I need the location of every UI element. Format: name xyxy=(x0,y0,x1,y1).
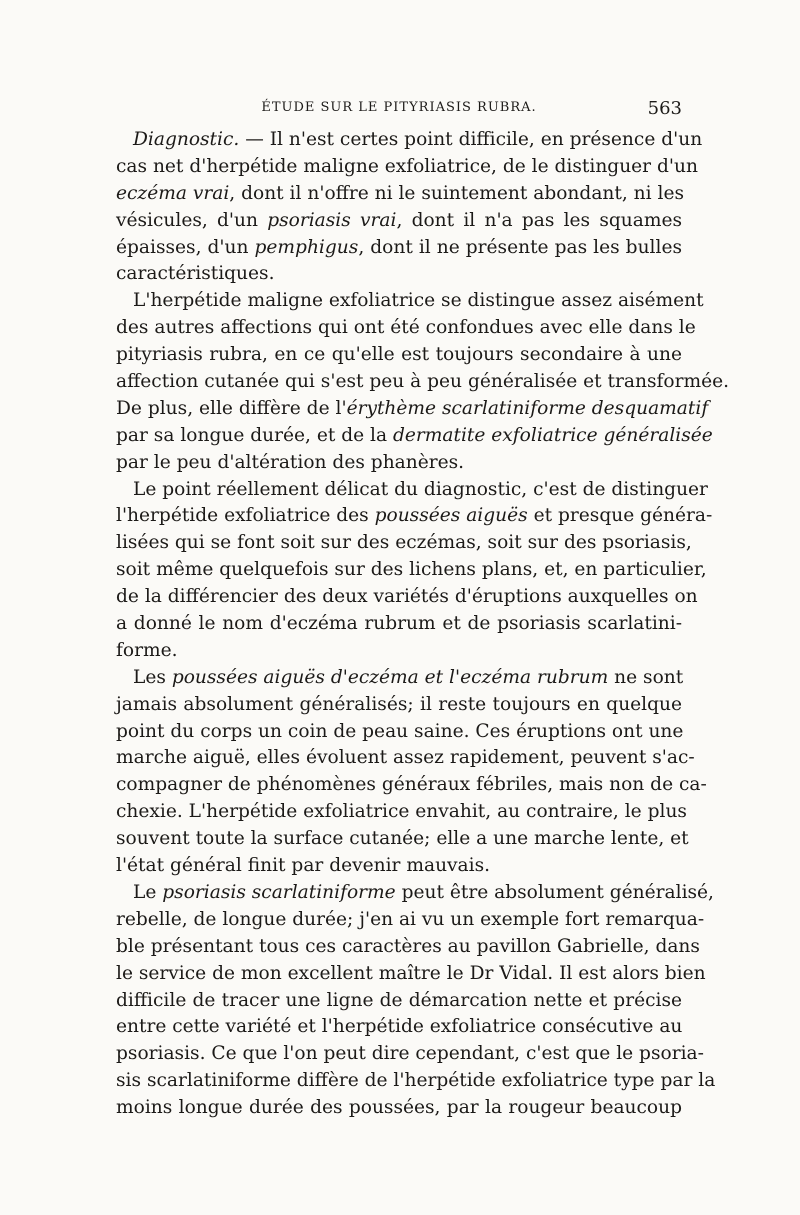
text-line: De plus, elle diffère de l'érythème scarlatiniforme desquamatif xyxy=(116,397,709,419)
text-line: a donné le nom d'eczéma rubrum et de psoriasis scarlatini- xyxy=(116,613,682,635)
text-line: forme. xyxy=(116,639,178,661)
text-line: l'état général finit par devenir mauvais. xyxy=(116,855,491,877)
text-line: sis scarlatiniforme diffère de l'herpétide exfoliatrice type par la xyxy=(116,1070,716,1092)
text-line: ble présentant tous ces caractères au pavillon Gabrielle, dans xyxy=(116,935,700,957)
text-line: rebelle, de longue durée; j'en ai vu un exemple fort remarqua- xyxy=(116,908,705,930)
text-line: le service de mon excellent maître le Dr Vidal. Il est alors bien xyxy=(116,962,706,984)
page-header xyxy=(116,98,682,122)
text-line: jamais absolument généralisés; il reste toujours en quelque xyxy=(116,693,682,715)
italic-term: poussées aiguës xyxy=(171,666,325,688)
text-line: par le peu d'altération des phanères. xyxy=(116,451,465,473)
text-line: point du corps un coin de peau saine. Ces éruptions ont une xyxy=(116,720,684,742)
italic-term: érythème scarlatiniforme desquamatif xyxy=(346,397,709,419)
text-line: vésicules, d'un psoriasis vrai, dont il n'a pas les squames xyxy=(116,209,683,231)
text-line: moins longue durée des poussées, par la rougeur beaucoup xyxy=(116,1097,682,1119)
italic-term: Diagnostic. xyxy=(133,129,240,150)
italic-term: d'eczéma et l'eczéma rubrum xyxy=(330,666,609,688)
body-text xyxy=(116,127,730,1122)
text-line: chexie. L'herpétide exfoliatrice envahit, au contraire, le plus xyxy=(116,801,687,823)
text-line: pityriasis rubra, en ce qu'elle est toujours secondaire à une xyxy=(116,344,682,366)
text-line: soit même quelquefois sur des lichens plans, et, en particulier, xyxy=(116,559,707,581)
text-line: caractéristiques. xyxy=(116,263,275,285)
text-line: cas net d'herpétide maligne exfoliatrice, de le distinguer d'un xyxy=(116,155,698,177)
italic-term: poussées aiguës xyxy=(374,505,528,527)
italic-term: eczéma vrai xyxy=(116,182,230,204)
text-line: eczéma vrai, dont il n'offre ni le suintement abondant, ni les xyxy=(116,182,684,204)
italic-term: psoriasis scarlatiniforme xyxy=(162,881,396,903)
text-line: compagner de phénomènes généraux fébriles, mais non de ca- xyxy=(116,774,707,796)
italic-term: pemphigus xyxy=(254,236,359,258)
text-line: Le psoriasis scarlatiniforme peut être absolument généralisé, xyxy=(133,881,714,903)
text-line: souvent toute la surface cutanée; elle a une marche lente, et xyxy=(116,828,689,850)
text-line: difficile de tracer une ligne de démarcation nette et précise xyxy=(116,989,682,1011)
text-line: des autres affections qui ont été confondues avec elle dans le xyxy=(116,317,696,339)
italic-term: dermatite exfoliatrice généralisée xyxy=(392,424,713,446)
text-line: Le point réellement délicat du diagnostic, c'est de distinguer xyxy=(133,478,708,500)
text-line: Les poussées aiguës d'eczéma et l'eczéma rubrum ne sont xyxy=(133,666,684,688)
text-line: entre cette variété et l'herpétide exfoliatrice consécutive au xyxy=(116,1016,683,1038)
text-line: épaisses, d'un pemphigus, dont il ne présente pas les bulles xyxy=(116,236,682,258)
text-line: de la différencier des deux variétés d'éruptions auxquelles on xyxy=(116,586,698,608)
italic-term: psoriasis vrai xyxy=(267,209,397,231)
text-line: psoriasis. Ce que l'on peut dire cependant, c'est que le psoria- xyxy=(116,1043,704,1065)
text-line: par sa longue durée, et de la dermatite exfoliatrice généralisée xyxy=(116,424,713,446)
running-title: ÉTUDE SUR LE PITYRIASIS RUBRA. xyxy=(261,100,537,115)
text-line: l'herpétide exfoliatrice des poussées aiguës et presque généra- xyxy=(116,505,713,527)
text-line: Diagnostic. — Il n'est certes point difficile, en présence d'un xyxy=(133,129,703,150)
page-number: 563 xyxy=(647,98,682,119)
text-line: marche aiguë, elles évoluent assez rapidement, peuvent s'ac- xyxy=(116,747,695,769)
text-line: affection cutanée qui s'est peu à peu généralisée et transformée. xyxy=(116,371,730,393)
text-line: lisées qui se font soit sur des eczémas, soit sur des psoriasis, xyxy=(116,532,692,554)
text-line: L'herpétide maligne exfoliatrice se distingue assez aisément xyxy=(133,290,704,312)
